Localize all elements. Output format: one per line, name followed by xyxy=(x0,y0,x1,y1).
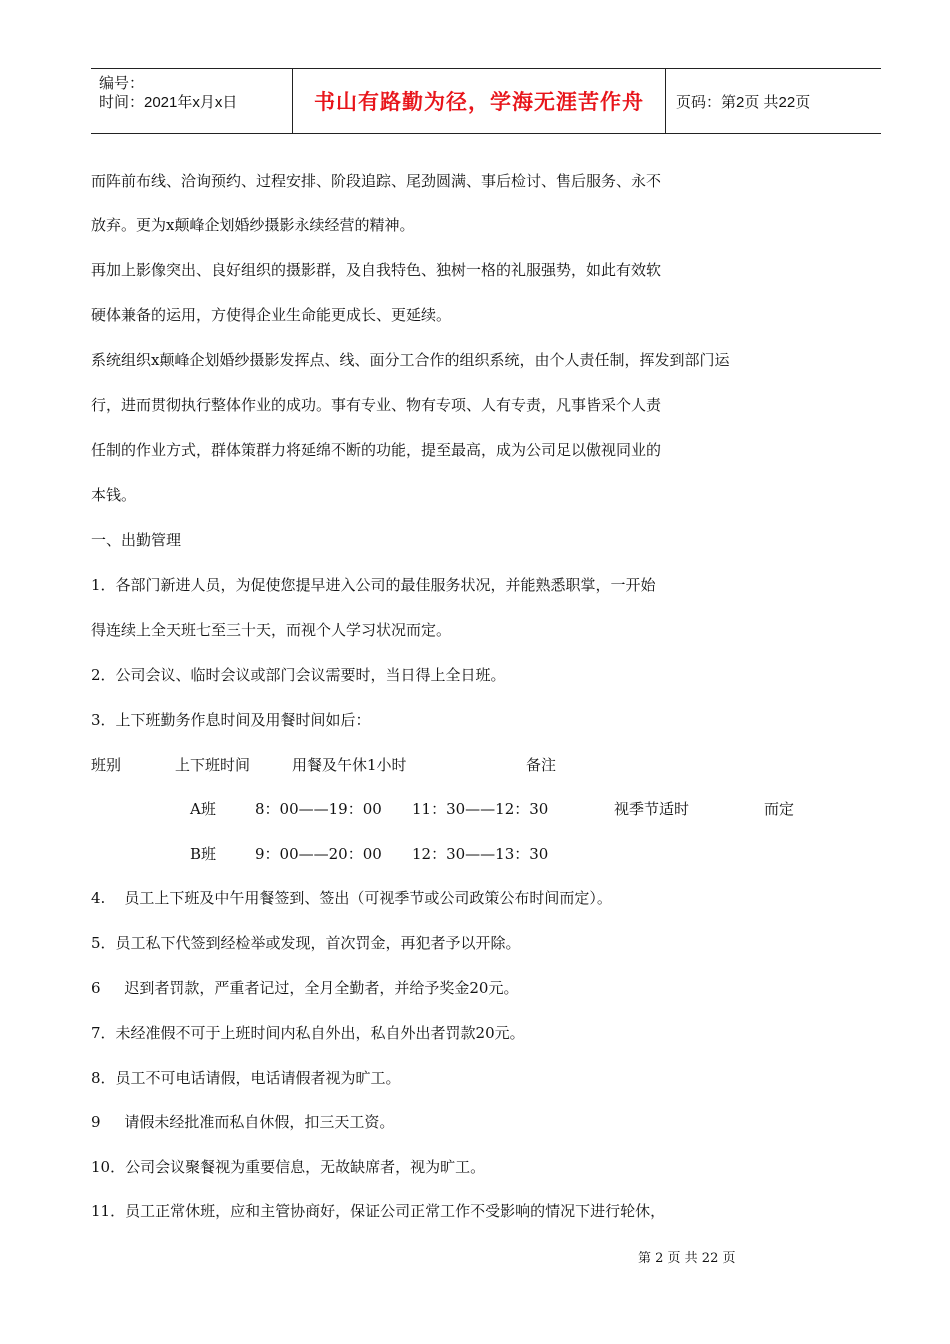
header-left-cell xyxy=(91,69,293,133)
schedule-row-meal: 12：30——13：30 xyxy=(412,845,549,863)
page-header xyxy=(91,68,881,134)
paragraph-line: 放弃。更为x颠峰企划婚纱摄影永续经营的精神。 xyxy=(91,216,415,234)
schedule-header-note: 备注 xyxy=(526,756,557,774)
paragraph-line: 本钱。 xyxy=(91,486,137,504)
rule-line: 7．未经准假不可于上班时间内私自外出，私自外出者罚款20元。 xyxy=(91,1024,525,1042)
paragraph-line: 2．公司会议、临时会议或部门会议需要时，当日得上全日班。 xyxy=(91,666,506,684)
section-heading: 一、出勤管理 xyxy=(91,531,182,549)
rule-line: 6 迟到者罚款，严重者记过，全月全勤者，并给予奖金20元。 xyxy=(91,979,519,997)
rule-line: 4. 员工上下班及中午用餐签到、签出（可视季节或公司政策公布时间而定）。 xyxy=(91,889,612,907)
motto-text: 书山有路勤为径，学海无涯苦作舟 xyxy=(314,90,644,114)
header-motto-cell xyxy=(293,69,666,133)
paragraph-line: 任制的作业方式，群体策群力将延绵不断的功能，提至最高，成为公司足以傲视同业的 xyxy=(91,441,662,459)
schedule-row-meal: 11：30——12：30 xyxy=(412,800,549,818)
rule-line: 10．公司会议聚餐视为重要信息，无故缺席者，视为旷工。 xyxy=(91,1158,486,1176)
rule-line: 5．员工私下代签到经检举或发现，首次罚金，再犯者予以开除。 xyxy=(91,934,521,952)
header-page-cell xyxy=(666,69,881,133)
document-time-label: 时间：2021年x月x日 xyxy=(99,94,238,111)
document-number-label: 编号： xyxy=(99,75,145,92)
header-page-info: 页码：第2页 共22页 xyxy=(676,93,811,111)
schedule-row-work: 9：00——20：00 xyxy=(255,845,382,863)
paragraph-line: 3．上下班勤务作息时间及用餐时间如后： xyxy=(91,711,371,729)
page-footer: 第 2 页 共 22 页 xyxy=(638,1251,736,1266)
schedule-row-work: 8：00——19：00 xyxy=(255,800,382,818)
paragraph-line: 硬体兼备的运用，方使得企业生命能更成长、更延续。 xyxy=(91,306,452,324)
schedule-row-note: 视季节适时 xyxy=(614,800,690,818)
schedule-row-shift: B班 xyxy=(190,845,217,863)
paragraph-line: 再加上影像突出、良好组织的摄影群，及自我特色、独树一格的礼服强势，如此有效软 xyxy=(91,261,662,279)
schedule-header-work-time: 上下班时间 xyxy=(175,756,251,774)
rule-line: 9 请假未经批准而私自休假，扣三天工资。 xyxy=(91,1113,395,1131)
schedule-header-meal-time: 用餐及午休1小时 xyxy=(292,756,407,774)
rule-line: 8．员工不可电话请假，电话请假者视为旷工。 xyxy=(91,1069,401,1087)
paragraph-line: 行，进而贯彻执行整体作业的成功。事有专业、物有专项、人有专责，凡事皆采个人责 xyxy=(91,396,662,414)
schedule-row-shift: A班 xyxy=(190,800,216,818)
paragraph-line: 得连续上全天班七至三十天，而视个人学习状况而定。 xyxy=(91,621,452,639)
rule-line: 11．员工正常休班，应和主管协商好，保证公司正常工作不受影响的情况下进行轮休， xyxy=(91,1202,666,1220)
paragraph-line: 1．各部门新进人员，为促使您提早进入公司的最佳服务状况，并能熟悉职掌，一开始 xyxy=(91,576,656,594)
paragraph-line: 系统组织x颠峰企划婚纱摄影发挥点、线、面分工合作的组织系统，由个人责任制，挥发到部门运 xyxy=(91,351,730,369)
paragraph-line: 而阵前布线、洽询预约、过程安排、阶段追踪、尾劲圆满、事后检讨、售后服务、永不 xyxy=(91,172,662,190)
schedule-header-shift: 班别 xyxy=(91,756,122,774)
schedule-row-note-tail: 而定 xyxy=(764,800,795,818)
